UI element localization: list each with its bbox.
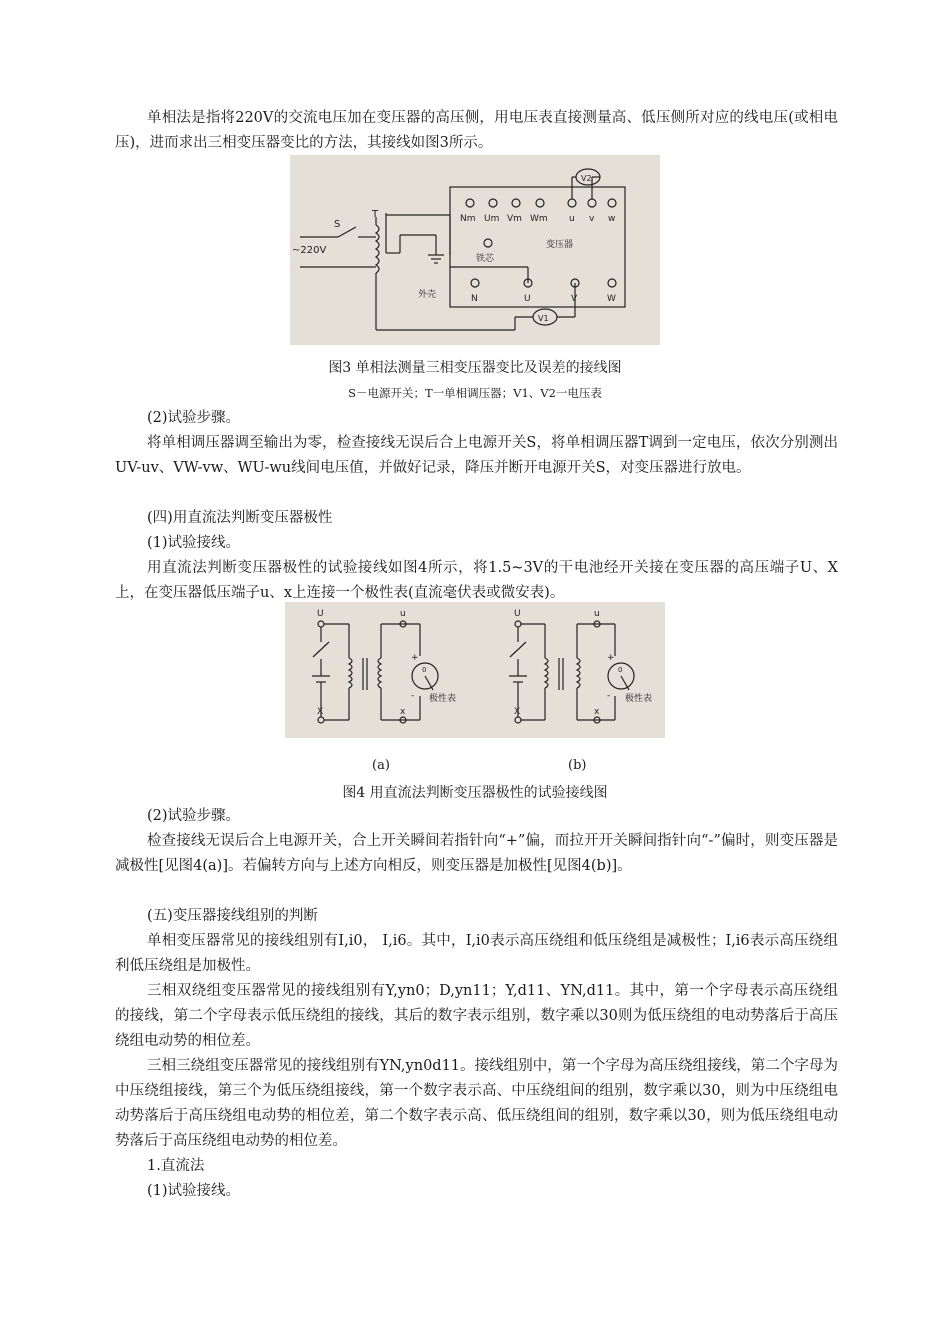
paragraph-three-winding-groups: 三相三绕组变压器常见的接线组别有YN,yn0d11。接线组别中，第一个字母为高压绕组接线，第二个字母为中压绕组接线，第三个为低压绕组接线，第一个数字表示高、中压绕组间的组别，数字乘以30，则为中压绕组电动势落后于高压绕组电动势的相位差，第二个数字表示高、低压绕组间的组别，数字乘以30，则为低压绕组电动势落后于高压绕组电动势的相位差。 xyxy=(115,1058,838,1149)
paragraph-single-phase-groups: 单相变压器常见的接线组别有I,i0， I,i6。其中，I,i0表示高压绕组和低压绕组是减极性；I,i6表示高压绕组利低压绕组是加极性。 xyxy=(115,933,838,974)
fig4a-label-X: X xyxy=(317,707,324,717)
paragraph-polarity-steps-body: 检查接线无误后合上电源开关，合上开关瞬间若指针向“+”偏，而拉开开关瞬间指针向“-”偏时，则变压器是减极性[见图4(a)]。若偏转方向与上述方向相反，则变压器是加极性[见图4(b)]。 xyxy=(115,833,838,874)
paragraph-test-wiring-1: (1)试验接线。 xyxy=(147,535,241,551)
fig4b-label-zero: 0 xyxy=(618,666,623,674)
fig4a-label-u: u xyxy=(400,609,406,619)
fig3-label-wm: Wm xyxy=(530,214,548,224)
fig4a-label-x: x xyxy=(400,707,406,717)
figure-4-wiring-diagram xyxy=(285,602,665,738)
figure-4-caption: 图4 用直流法判断变压器极性的试验接线图 xyxy=(342,785,608,801)
fig4a-label-U: U xyxy=(317,609,324,619)
figure-4a-label: (a) xyxy=(372,758,390,773)
fig3-label-u-high: U xyxy=(524,294,531,304)
fig3-label-w-low: w xyxy=(608,214,616,224)
figure-3-wiring-diagram xyxy=(290,155,660,345)
fig3-label-s: S xyxy=(334,219,341,230)
fig3-label-nm: Nm xyxy=(460,214,476,224)
fig4b-label-X: X xyxy=(514,707,521,717)
paragraph-test-steps-2: (2)试验步骤。 xyxy=(147,808,241,824)
fig4b-label-meter: 极性表 xyxy=(625,694,653,704)
heading-dc-polarity: (四)用直流法判断变压器极性 xyxy=(147,510,333,526)
fig3-label-um: Um xyxy=(484,214,500,224)
heading-connection-group: (五)变压器接线组别的判断 xyxy=(147,908,318,924)
fig4b-label-U: U xyxy=(514,609,521,619)
fig3-label-t: T xyxy=(372,209,379,220)
figure-3-subcaption: S－电源开关；T一单相调压器；V1、V2一电压表 xyxy=(348,386,602,400)
fig3-label-n: N xyxy=(471,294,478,304)
fig3-label-vm: Vm xyxy=(507,214,522,224)
fig3-label-v2: V2 xyxy=(581,174,592,183)
fig4a-label-plus: + xyxy=(411,653,419,663)
heading-dc-method: 1.直流法 xyxy=(147,1158,205,1174)
fig4a-label-minus: - xyxy=(411,691,415,701)
fig3-label-transformer: 变压器 xyxy=(546,240,574,250)
figure-3-svg xyxy=(290,155,660,345)
figure-4b-label: (b) xyxy=(568,758,587,773)
fig3-label-core: 铁芯 xyxy=(476,254,495,264)
paragraph-dc-polarity-wiring: 用直流法判断变压器极性的试验接线如图4所示，将1.5~3V的干电池经开关接在变压器的高压端子U、X上，在变压器低压端子u、x上连接一个极性表(直流毫伏表或微安表)。 xyxy=(115,560,838,601)
figure-3-caption: 图3 单相法测量三相变压器变比及误差的接线图 xyxy=(328,360,622,376)
fig3-label-220v: ~220V xyxy=(292,245,327,256)
fig4b-label-u: u xyxy=(594,609,600,619)
fig4a-label-meter: 极性表 xyxy=(429,694,457,704)
fig4b-label-x: x xyxy=(594,707,600,717)
fig4a-label-zero: 0 xyxy=(422,666,427,674)
paragraph-test-wiring-2: (1)试验接线。 xyxy=(147,1183,241,1199)
fig3-label-v1: V1 xyxy=(538,314,549,323)
paragraph-test-steps-1-body: 将单相调压器调至输出为零，检查接线无误后合上电源开关S，将单相调压器T调到一定电压，依次分别测出UV-uv、VW-vw、WU-wu线间电压值，并做好记录，降压并断开电源开关S，对变压器进行放电。 xyxy=(115,435,838,476)
paragraph-single-phase-method: 单相法是指将220V的交流电压加在变压器的高压侧，用电压表直接测量高、低压侧所对应的线电压(或相电压)，进而求出三相变压器变比的方法，其接线如图3所示。 xyxy=(115,110,838,151)
fig3-label-v-low: v xyxy=(589,214,595,224)
paragraph-test-steps-1: (2)试验步骤。 xyxy=(147,410,241,426)
fig4b-label-plus: + xyxy=(607,653,615,663)
fig3-label-v-high: V xyxy=(571,294,578,304)
fig4b-label-minus: - xyxy=(607,691,611,701)
fig3-label-u-low: u xyxy=(569,214,575,224)
fig3-label-shell: 外壳 xyxy=(418,290,437,300)
paragraph-two-winding-groups: 三相双绕组变压器常见的接线组别有Y,yn0；D,yn11；Y,d11、YN,d11。其中，第一个字母表示高压绕组的接线，第二个字母表示低压绕组的接线，其后的数字表示组别，数字乘以30则为低压绕组的电动势落后于高压绕组电动势的相位差。 xyxy=(115,983,838,1049)
figure-4-svg xyxy=(285,602,665,738)
fig3-label-w-high: W xyxy=(607,294,616,304)
